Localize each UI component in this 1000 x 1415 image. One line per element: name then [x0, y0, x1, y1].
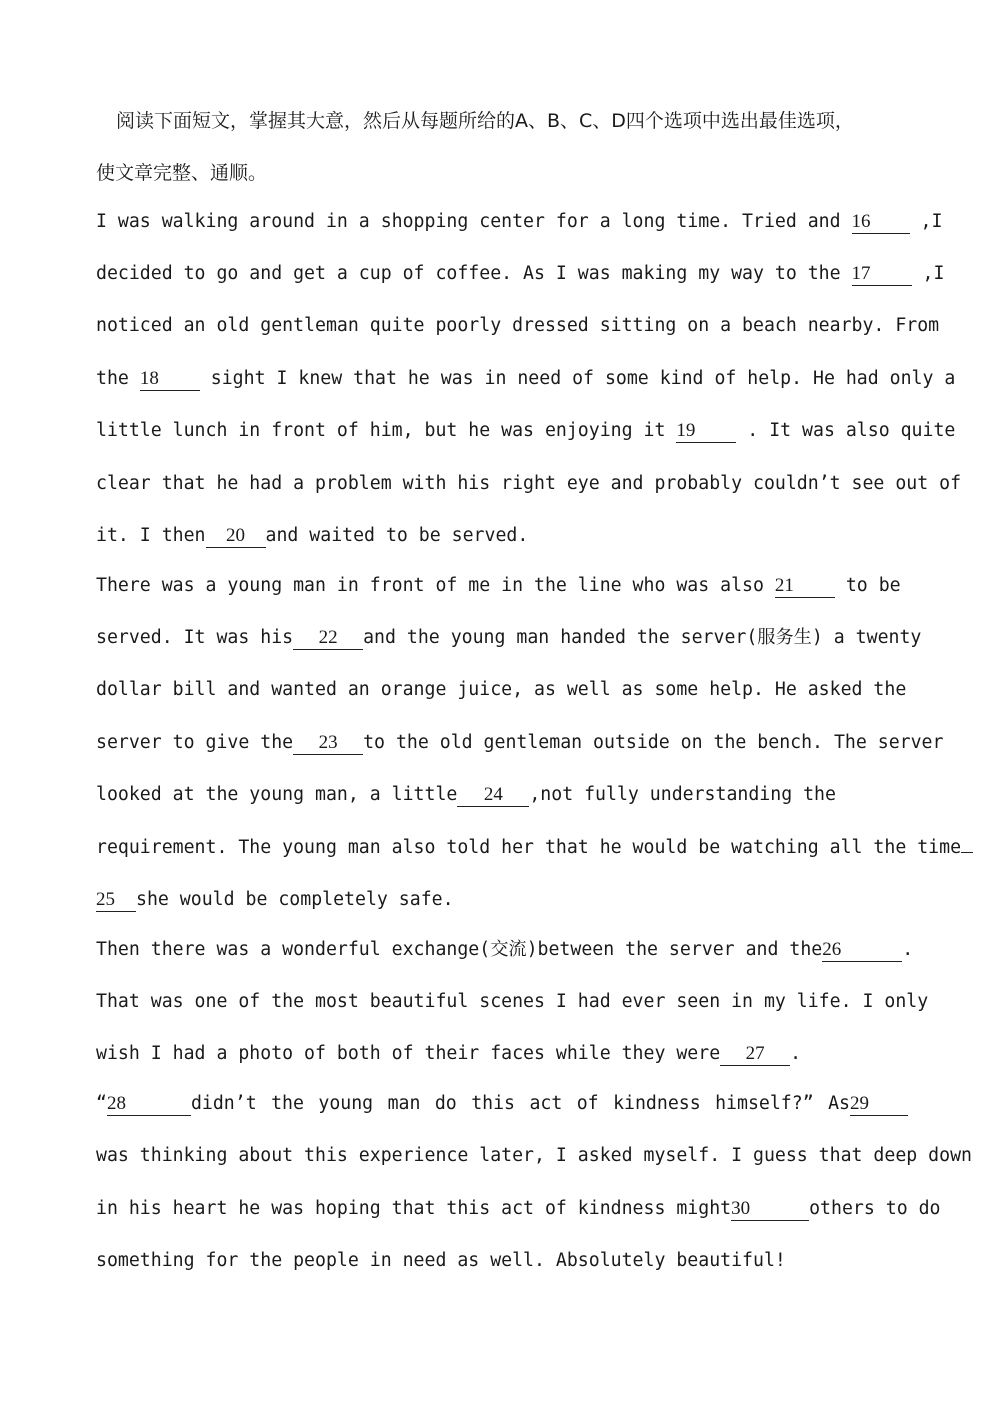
p2-line-3: dollar bill and wanted an orange juice, as well as some help. He asked the — [96, 679, 907, 700]
p4-text: “ — [96, 1093, 107, 1114]
p2-text: served. It was his — [96, 627, 294, 648]
p1-text: and waited to be served. — [265, 525, 529, 546]
p4-line-4: something for the people in need as well. Absolutely beautiful! — [96, 1250, 786, 1271]
p4-text: others to do — [809, 1198, 941, 1219]
p1-line-2 — [96, 257, 945, 291]
p3-text: . — [902, 939, 914, 960]
p3-line-3 — [96, 1037, 908, 1071]
p2-line-2 — [96, 621, 922, 655]
p4-line-1 — [96, 1087, 908, 1121]
p1-line-5 — [96, 414, 956, 448]
blank-19: 19 — [676, 420, 736, 443]
p1-line-7 — [96, 519, 908, 553]
p2-text: to the old gentleman outside on the bench. The server — [363, 732, 944, 753]
p3-line-1 — [96, 933, 914, 967]
instructions-line-2: 使文章完整、通顺。 — [96, 162, 268, 184]
p2-text: looked at the young man, a little — [96, 784, 458, 805]
p1-text: decided to go and get a cup of coffee. As I was making my way to the — [96, 263, 852, 284]
p1-text: I was walking around in a shopping center for a long time. Tried and — [96, 211, 852, 232]
p1-text: sight I knew that he was in need of some kind of help. He had only a — [210, 368, 956, 389]
p2-text: she would be completely safe. — [136, 889, 454, 910]
p2-line-5 — [96, 778, 908, 812]
p3-text: . — [790, 1043, 802, 1064]
p2-text: and the young man handed the server(服务生) a twenty — [363, 627, 922, 648]
p2-text: ,not fully understanding the — [529, 784, 836, 805]
p4-text: didn’t the young man do this act of kindness himself?” As — [190, 1093, 850, 1114]
p1-line-1 — [96, 205, 943, 239]
p4-text: in his heart he was hoping that this act of kindness might — [96, 1198, 732, 1219]
p3-text: Then there was a wonderful exchange(交流)between the server and the — [96, 939, 823, 960]
p1-text: it. I then — [96, 525, 206, 546]
blank-29: 29 — [850, 1093, 908, 1116]
p2-text: There was a young man in front of me in the line who was also — [96, 575, 775, 596]
p1-line-3: noticed an old gentleman quite poorly dressed sitting on a beach nearby. From — [96, 315, 940, 336]
blank-24: 24 — [457, 784, 529, 807]
p1-text: little lunch in front of him, but he was enjoying it — [96, 420, 677, 441]
blank-26: 26 — [822, 939, 902, 962]
blank-23: 23 — [293, 732, 363, 755]
p4-line-2: was thinking about this experience later, I asked myself. I guess that deep down — [96, 1145, 972, 1166]
blank-25: 25 — [96, 889, 136, 912]
blank-25-lead — [961, 852, 973, 853]
p3-text: wish I had a photo of both of their faces while they were — [96, 1043, 721, 1064]
blank-18: 18 — [140, 368, 200, 391]
p2-line-4 — [96, 726, 944, 760]
p1-text: ,I — [920, 211, 943, 232]
p4-line-3 — [96, 1192, 941, 1226]
blank-22: 22 — [293, 627, 363, 650]
blank-30: 30 — [731, 1198, 809, 1221]
p2-line-1 — [96, 569, 901, 603]
blank-27: 27 — [720, 1043, 790, 1066]
p2-text: to be — [845, 575, 901, 596]
blank-28: 28 — [107, 1093, 191, 1116]
p1-text: ,I — [922, 263, 945, 284]
blank-16: 16 — [852, 211, 910, 234]
blank-21: 21 — [775, 575, 835, 598]
p2-text: requirement. The young man also told her that he would be watching all the time — [96, 837, 962, 858]
p2-text: server to give the — [96, 732, 294, 753]
p3-line-2: That was one of the most beautiful scenes I had ever seen in my life. I only — [96, 991, 929, 1012]
blank-20: 20 — [206, 525, 266, 548]
p1-text: . It was also quite — [747, 420, 956, 441]
p2-line-6 — [96, 831, 962, 865]
instructions-line-1: 阅读下面短文，掌握其大意，然后从每题所给的A、B、C、D四个选项中选出最佳选项， — [116, 110, 854, 132]
blank-17: 17 — [852, 263, 912, 286]
p2-line-7 — [96, 883, 908, 917]
p1-line-6: clear that he had a problem with his right eye and probably couldn’t see out of — [96, 473, 962, 494]
p1-line-4 — [96, 362, 956, 396]
p1-text: the — [96, 368, 140, 389]
